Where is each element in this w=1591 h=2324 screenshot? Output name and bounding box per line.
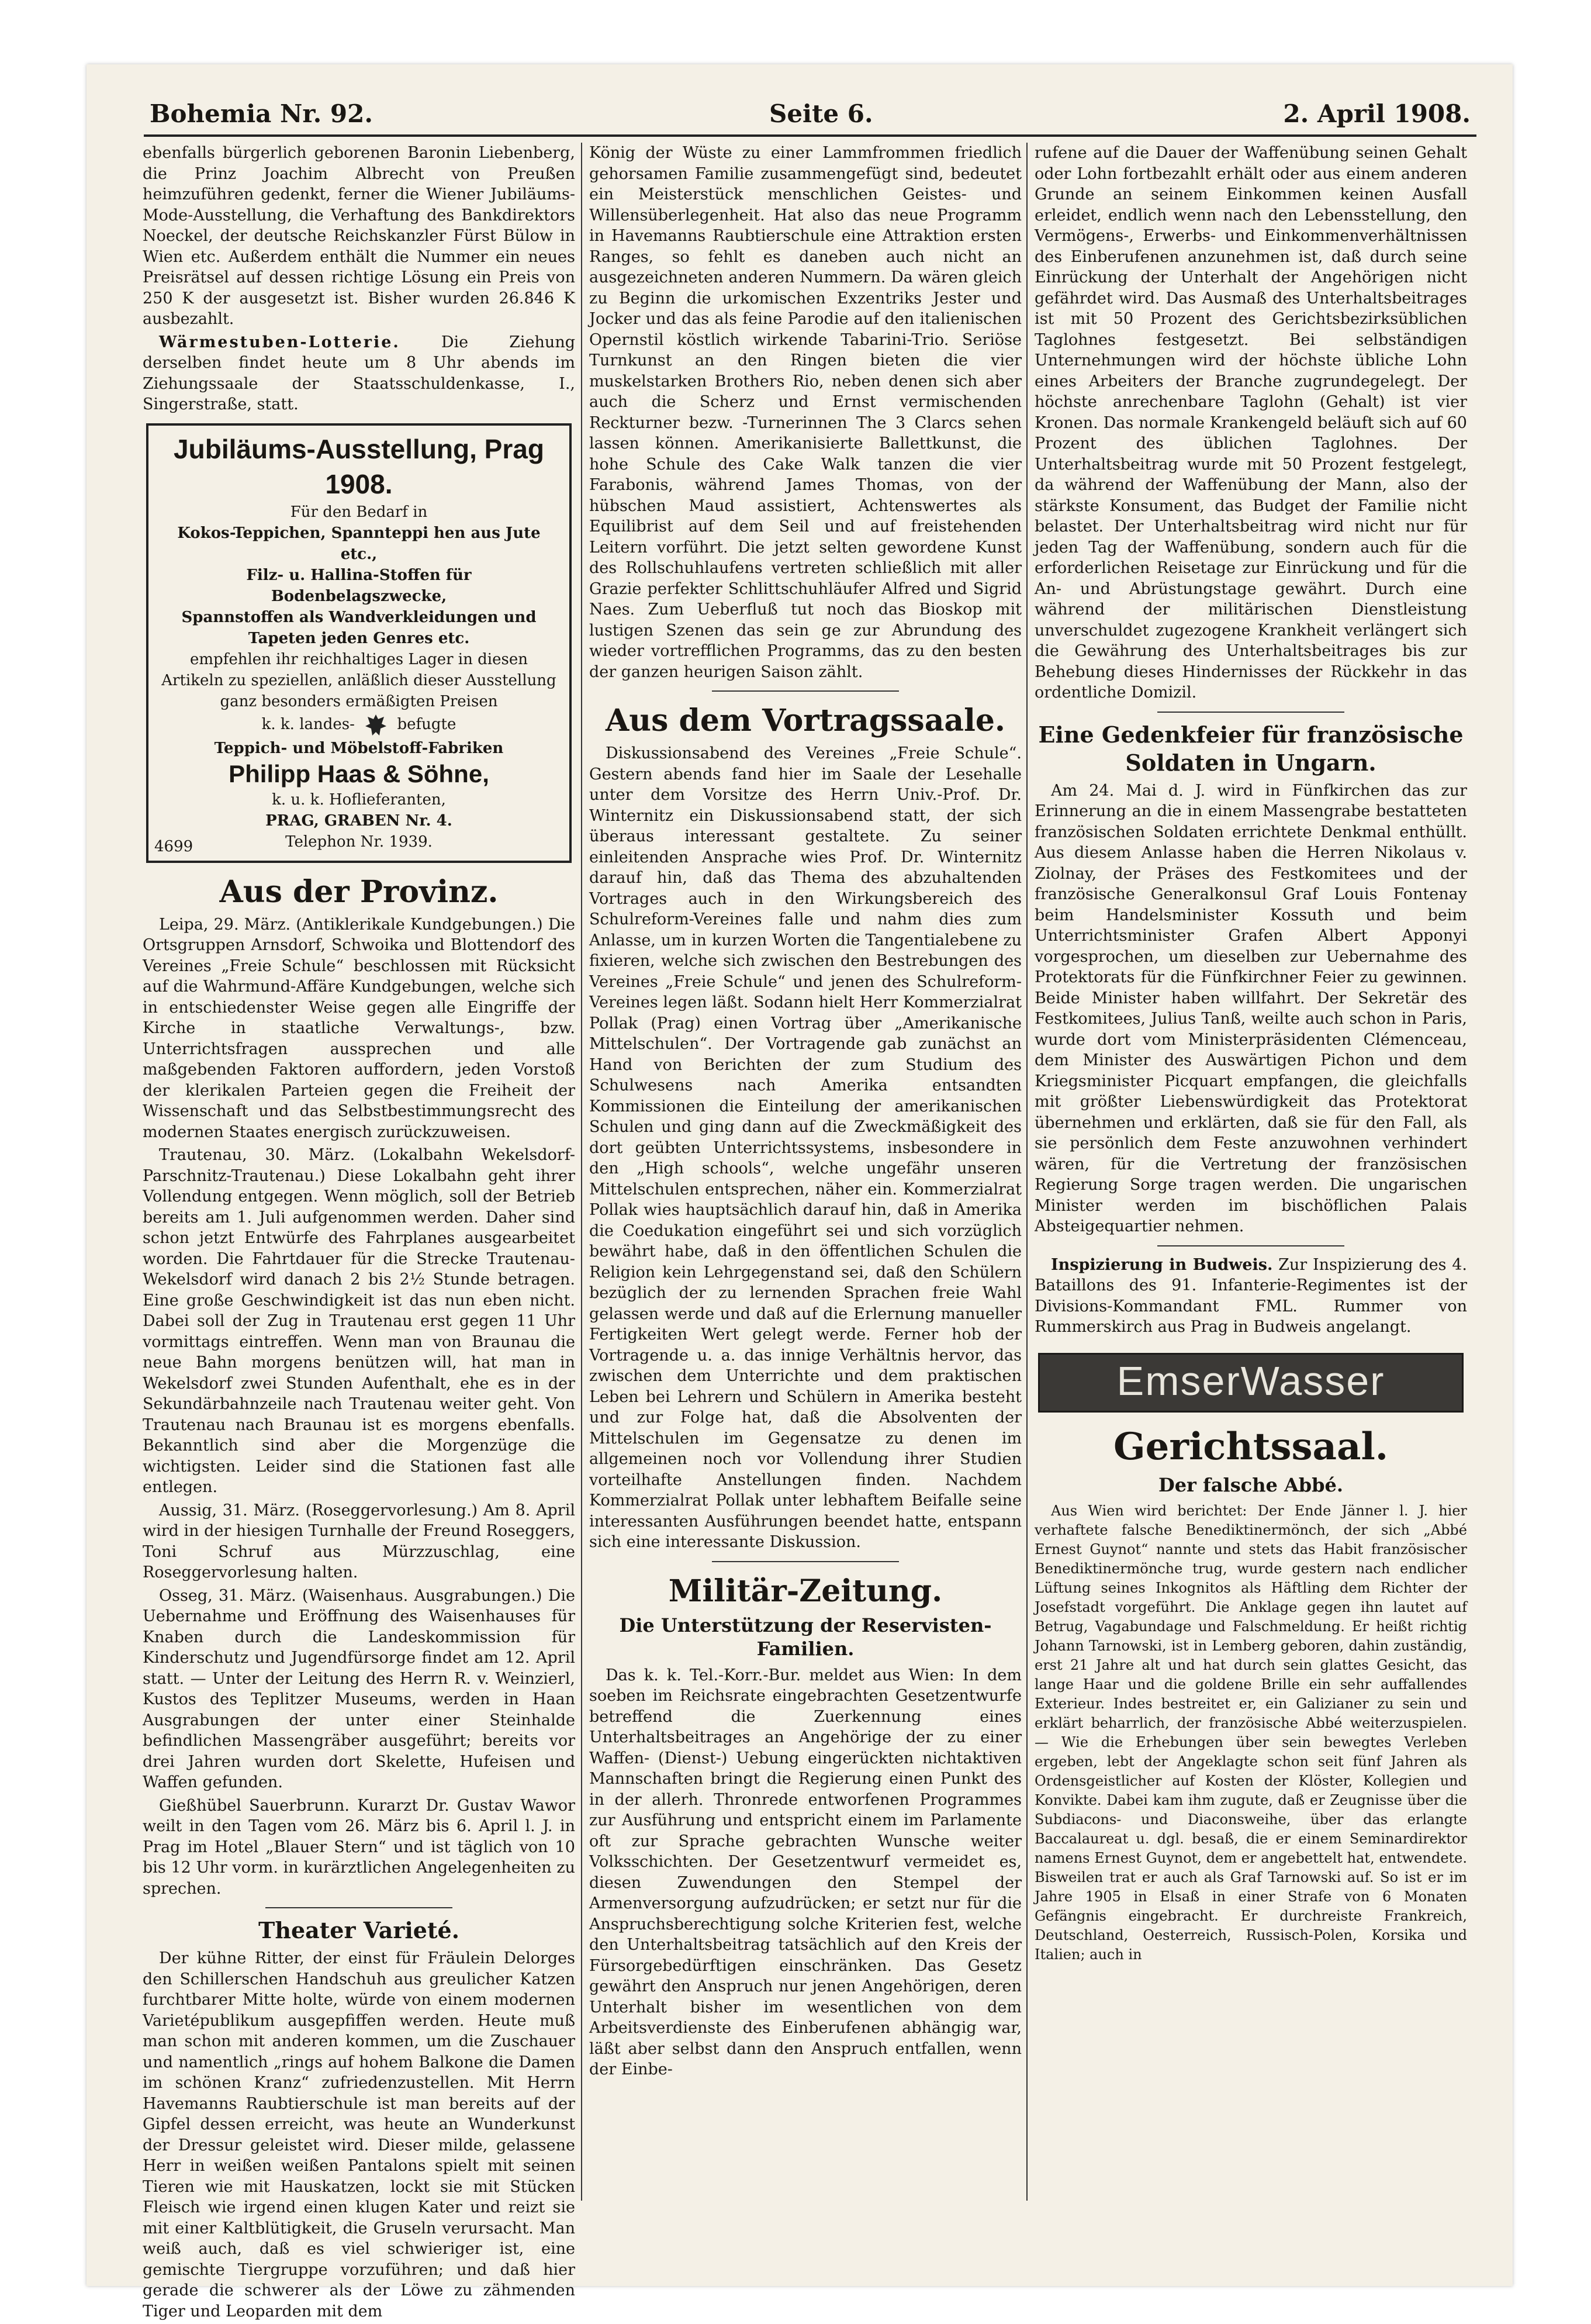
imperial-eagle-icon [364,712,388,738]
section-heading-provinz: Aus der Provinz. [219,873,499,910]
ad-line: Für den Bedarf in [290,503,428,521]
militaer-text: Das k. k. Tel.-Korr.-Bur. meldet aus Wien: In dem soeben im Reichsrate eingebrachten Gesetzentwurfe betreffend die Zuerkennung eines Unterhaltsbeitrages an Angehörige der zu einer Waffen- (Dienst-) Uebung eingerückten nichtaktiven Mannschaften bringt die Regierung einen Punkt des in der allerh. Thronrede entworfenen Programmes zur Ausführung und entspricht einem im Parlamente oft zur Sprache gebrachten Wunsche weiter Volksschichten. Der Gesetzentwurf vermeidet es, diesen Zuwendungen den Stempel der Armenversorgung aufzudrücken; er setzt nur für die Anspruchsberechtigung solche Kriterien fest, welche den Unterhaltsbeitrag tatsächlich auf den Kreis der Fürsorgebedürftigen einschränken. Das Gesetz gewährt den Anspruch nur jenen Angehörigen, deren Unterhalt bisher im wesentlichen von dem Arbeitsverdienste des Einberufenen abhängig war, läßt aber selbst dann den Anspruch entfallen, wenn der Einbe- [589,1666,1022,2078]
theater-text: Der kühne Ritter, der einst für Fräulein Delorges den Schillerschen Handschuh aus greulicher Katzen furchtbarer Mitte holte, würde von einem modernen Varietépublikum ausgepfiffen werden. Heute muß man schon mit anderen kommen, um die Zuschauer und namentlich „rings auf hohem Balkone die Damen im schönen Kranz“ zufriedenzustellen. Mit Herrn Havemanns Raubtierschule ist man bereits auf der Gipfel dessen erreicht, was heute an Wunderkunst der Dressur geleistet wird. Dieser milde, gelassene Herr in weißen weißen Pantalons spielt mit seinen Tieren wie mit Hauskatzen, lockt sie mit Stücken Fleisch wie irgend einen klugen Kater und reizt sie mit einer Kaltblütigkeit, die Gruseln verursacht. Man weiß auch, daß es viel schwieriger ist, eine gemischte Tiergruppe vorzuführen; und daß hier gerade die schwerer als der Löwe zu zähmenden Tiger und Leoparden mit dem [143,1949,575,2320]
section-heading-gerichtssaal: Gerichtssaal. [1113,1424,1389,1469]
separator [712,690,899,692]
newspaper-page [87,64,1513,2320]
ad-number: 4699 [154,837,193,855]
ad-line: Spannstoffen als Wandverkleidungen und Tapeten jeden Genres etc. [181,608,537,647]
budweis-text: Zur Inspizierung des 4. Bataillons des 91. Infanterie-Regimentes ist der Divisions-Kommandant FML. Rummer von Rummerskirch aus Prag in Budweis angelangt. [1035,1255,1467,1336]
gericht-text: Aus Wien wird berichtet: Der Ende Jänner l. J. hier verhaftete falsche Benediktinermönch, der sich „Abbé Ernest Guynot“ nannte und stets das Habit französischer Benediktinermönche trug, wurde gestern nach endlicher Lüftung seines Inkognitos als Häftling dem Richter der Josefstadt vorgeführt. Die Anklage gegen ihn lautet auf Betrug, Vagabundage und Falschmeldung. Er heißt richtig Johann Tarnowski, ist in Lemberg geboren, dahin zuständig, erst 21 Jahre alt und hat durch sein glattes Gesicht, das lange Haar und die goldene Brille ein sehr auffallendes Exterieur. Indes bestreitet er, ein Galizianer zu sein und erklärt beharrlich, der französische Abbé weiterzuspielen. — Wie die Erhebungen über sein bewegtes Verleben ergeben, lebt der Angeklagte schon seit fünf Jahren als Ordensgeistlicher auf Kosten der Klöster, Kollegien und Konvikte. Dabei kam ihm zugute, daß er Zeugnisse über die Subdiacons- und Diaconsweihe, über das erlangte Baccalaureat u. dgl. besaß, die er einem Seminardirektor namens Ernest Guynot, dem er angebettelt hat, entwendete. Bisweilen trat er auch als Graf Tarnowski auf. So ist er im Jahre 1905 in Elsaß in einer Strafe von 6 Monaten Gefängnis eingebracht. Er durchreiste Frankreich, Deutschland, Oesterreich, Russisch-Polen, Korsika und Italien; auch in [1035,1502,1467,1963]
haas-advertisement [146,423,572,863]
militaer-subheading: Die Unterstützung der Reservisten-Familien. [619,1614,992,1660]
budweis-notice [1035,1255,1467,1338]
theater-text-continued: König der Wüste zu einer Lammfrommen friedlich gehorsamen Familie zusammengefügt sind, bedeutet ein Meisterstück menschlichen Geistes- und Willensüberlegenheit. Hat also das neue Programm in Havemanns Raubtierschule eine Attraktion ersten Ranges, so fehlt es daneben auch nicht an ausgezeichneten anderen Nummern. Da wären gleich zu Beginn die urkomischen Exzentriks Jester und Jocker und das als feine Parodie auf den italienischen Opernstil köstlich wirkende Tabarini-Trio. Seriöse Turnkunst an den Ringen bieten die vier muskelstarken Brothers Rio, neben denen sich aber auch die Scherz und Ernst vermischenden Reckturner bezw. -Turnerinnen The 3 Clarcs sehen lassen können. Amerikanisierte Ballettkunst, die hohe Schule des Cake Walk tanzen die vier Farabonis, während James Thomas, von der hübschen Maud assistiert, Achtenswertes als Equilibrist auf dem Seil und auf freistehenden Leitern vorführt. Die jetzt selten gewordene Kunst des Rollschuhlaufens vertreten schließlich mit aller Grazie perfekter Schlittschuhläufer Alfred und Sigrid Naes. Zum Ueberfluß tut noch das Bioskop mit lustigen Szenen das sein ge zur Abrundung des wieder vortrefflichen Programms, das zu den besten der ganzen heurigen Saison zählt. [589,144,1022,681]
lottery-notice [143,332,575,415]
article-text: ebenfalls bürgerlich geborenen Baronin Liebenberg, die Prinz Joachim Albrecht von Preußen heimzuführen gedenkt, ferner die Wiener Jubiläums-Mode-Ausstellung, die Verhaftung des Bankdirektors Noeckel, der deutsche Reichskanzler Fürst Bülow in Wien etc. Außerdem enthält die Nummer ein neues Preisrätsel auf dessen richtige Lösung ein Preis von 250 K der ausgesetzt ist. Bisher wurden 26.846 K ausbezahlt. [143,144,575,328]
ad-line: Teppich- und Möbelstoff-Fabriken [214,739,504,757]
provinz-item: Leipa, 29. März. (Antiklerikale Kundgebungen.) Die Ortsgruppen Arnsdorf, Schwoika und Blottendorf des Vereines „Freie Schule“ beschlossen mit Rücksicht auf die Wahrmund-Affäre Kundgebungen, welche sich in entschiedenster Weise gegen alle Eingriffe der Kirche in staatliche Verwaltungs-, bzw. Unterrichtsfragen aussprechen und alle maßgebenden Faktoren auffordern, jeden Vorstoß der klerikalen Parteien gegen die Freiheit der Wissenschaft und das Selbstbestimmungsrecht des modernen Staates energisch zurückzuweisen. [143,915,575,1141]
ad-title: Jubiläums-Ausstellung, Prag 1908. [174,433,544,499]
separator [265,1907,452,1908]
section-heading-vortrag: Aus dem Vortragssaale. [605,703,1006,738]
ad-firm-name: Philipp Haas & Söhne, [229,759,489,788]
separator [1157,712,1344,713]
section-heading-theater: Theater Varieté. [258,1917,459,1943]
ad-address: PRAG, GRABEN Nr. 4. [265,811,452,830]
separator [712,1561,899,1562]
column-divider [1026,143,1028,2201]
column-divider [581,143,582,2201]
ad-line: empfehlen ihr reichhaltiges Lager in diesen Artikeln zu speziellen, anläßlich dieser Ausstellung ganz besonders ermäßigten Preisen [161,650,556,710]
header-rule [144,134,1476,137]
issue-date: 2. April 1908. [1283,99,1471,128]
provinz-item: Osseg, 31. März. (Waisenhaus. Ausgrabungen.) Die Uebernahme und Eröffnung des Waisenhauses für Knaben durch die Landeskommission für Kinderschutz und Jugendfürsorge findet am 12. April statt. — Unter der Leitung des Herrn R. v. Weinzierl, Kustos des Teplitzer Museums, werden in Haan Ausgrabungen der unter einer Steinhalde befindlichen Massengräber ausgeführt; bereits vor drei Jahren wurden dort Skelette, Hufeisen und Waffen gefunden. [143,1586,575,1791]
budweis-heading: Inspizierung in Budweis. [1051,1255,1273,1274]
gericht-subheading: Der falsche Abbé. [1158,1473,1344,1496]
lottery-heading: Wärmestuben-Lotterie. [159,333,400,351]
section-heading-gedenkfeier: Eine Gedenkfeier für französische Soldaten in Ungarn. [1038,721,1464,776]
emser-wasser-advertisement: EmserWasser [1038,1353,1464,1413]
militaer-text-continued: rufene auf die Dauer der Waffenübung seinen Gehalt oder Lohn fortbezahlt erhält oder aus einem anderen Grunde an seinem Einkommen keinen Ausfall erleidet, endlich wenn nach den Lebensstellung, den Vermögens-, Erwerbs- und Einkommenverhältnissen des Einberufenen anzunehmen ist, daß durch seine Einrückung der Unterhalt der Angehörigen nicht gefährdet wird. Das Ausmaß des Unterhaltsbeitrages ist mit 50 Prozent des Gerichtsbezirksüblichen Taglohnes festgesetzt. Bei selbständigen Unternehmungen wird der höchste übliche Lohn eines Arbeiters der Branche zugrundegelegt. Der höchste anrechenbare Taglohn (Gehalt) ist vier Kronen. Das normale Krankengeld beläuft sich auf 60 Prozent des üblichen Taglohnes. Der Unterhaltsbeitrag wurde mit 50 Prozent festgelegt, da während der Waffenübung der Mann, also der stärkste Konsument, das Budget der Familie nicht belastet. Der Unterhaltsbeitrag wird nicht nur für jeden Tag der Waffenübung, sondern auch für die erforderlichen Reisetage zur Einrückung und für die An- und Abrüstungstage gewährt. Durch eine während der militärischen Dienstleistung unverschuldet zugezogene Krankheit verlängert sich die Gewährung des Unterhaltsbeitrages bis zur Behebung dieses Hindernisses der Rückkehr in das ordentliche Domizil. [1035,144,1467,702]
separator [1157,1245,1344,1246]
provinz-item: Aussig, 31. März. (Roseggervorlesung.) Am 8. April wird in der hiesigen Turnhalle der Freund Roseggers, Toni Schruf aus Mürzzuschlag, eine Roseggervorlesung halten. [143,1501,575,1581]
column-3 [1035,143,1467,1967]
ad-line: k. u. k. Hoflieferanten, [272,790,446,809]
vortrag-text: Diskussionsabend des Vereines „Freie Schule“. Gestern abends fand hier im Saale der Lesehalle unter dem Vorsitze des Herrn Univ.-Prof. Dr. Winternitz ein Diskussionsabend statt, der sich überaus interessant gestaltete. Zu seiner einleitenden Ansprache wies Prof. Dr. Winternitz darauf hin, daß das Thema des abzuhaltenden Vortrages auch in den Wirkungsbereich des Schulreform-Vereines falle und nahm dies zum Anlasse, um in kurzen Worten die Tangentialebene zu fixieren, welche sich zwischen den Bestrebungen des Vereines „Freie Schule“ und jenen des Schulreform-Vereines legen läßt. Sodann hielt Herr Kommerzialrat Pollak (Prag) einen Vortrag über „Amerikanische Mittelschulen“. Der Vortragende gab zunächst an Hand von Berichten der zum Studium des Schulwesens nach Amerika entsandten Kommissionen die Einteilung der amerikanischen Schulen und ging dann auf die Zweckmäßigkeit des dort geübten Unterrichtssystems, insbesondere in den „High schools“, welche ungefähr unseren Mittelschulen entsprechen, näher ein. Kommerzialrat Pollak wies hauptsächlich darauf hin, daß in Amerika die Coedukation eingeführt sei und sich vorzüglich bewährt habe, daß in den öffentlichen Schulen die Religion kein Lehrgegenstand sei, daß den Schülern bezüglich der zu lernenden Sprachen freie Wahl gelassen werde und daß auf die Erlernung manueller Fertigkeiten Wert gelegt werde. Ferner hob der Vortragende u. a. das innige Verhältnis hervor, das zwischen dem Unterrichte und dem praktischen Leben bei Lehrern und Schülern in Amerika besteht und zur Folge hat, daß die Absolventen der Mittelschulen im Gegensatze zu denen im allgemeinen noch vor Vollendung ihrer Studien vorteilhafte Anstellungen finden. Nachdem Kommerzialrat Pollak unter lebhaftem Beifalle seine interessanten Ausführungen beendet hatte, entspann sich eine interessante Diskussion. [589,744,1022,1551]
lottery-text: Die Ziehung derselben findet heute um 8 Uhr abends im Ziehungssaale der Staatsschuldenkasse, I., Singerstraße, statt. [143,333,575,413]
provinz-item: Gießhübel Sauerbrunn. Kurarzt Dr. Gustav Wawor weilt in den Tagen vom 26. März bis 6. April l. J. in Prag im Hotel „Blauer Stern“ und ist täglich von 10 bis 12 Uhr vorm. in kurärztlichen Angelegenheiten zu sprechen. [143,1796,575,1898]
ad-line: Filz- u. Hallina-Stoffen für Bodenbelagszwecke, [246,566,472,605]
page-header [150,89,1471,136]
masthead: Bohemia Nr. 92. [150,99,373,128]
ad-phone: Telephon Nr. 1939. [285,833,433,851]
gedenkfeier-text: Am 24. Mai d. J. wird in Fünfkirchen das zur Erinnerung an die in einem Massengrabe bestatteten französischen Soldaten errichtete Denkmal enthüllt. Aus diesem Anlasse haben die Herren Nikolaus v. Ziolnay, der Präses des Festkomitees und der französische Generalkonsul Graf Louis Fontenay beim Handelsminister Kossuth und beim Unterrichtsminister Grafen Albert Apponyi vorgesprochen, um dieselben zur Uebernahme des Protektorats für die Fünfkirchner Feier zu gewinnen. Beide Minister haben willfahrt. Der Sekretär des Festkomitees, Julius Tanß, weilte auch schon in Paris, wurde dort vom Ministerpräsidenten Clémenceau, dem Minister des Auswärtigen Pichon und dem Kriegsminister Picquart empfangen, die gleichfalls mit größter Liebenswürdigkeit das Protektorat übernehmen und erklärten, daß sie für den Fall, als sie persönlich dem Feste anzuwohnen verhindert wären, für die Vertretung der französischen Regierung Sorge tragen werden. Die ungarischen Minister werden im bischöflichen Palais Absteigequartier nehmen. [1035,781,1467,1235]
ad-line: Kokos-Teppichen, Spannteppi hen aus Jute etc., [177,524,541,563]
section-heading-militaer: Militär-Zeitung. [668,1573,943,1609]
page-number: Seite 6. [769,99,873,128]
column-1 [143,143,575,2324]
ad-warrant-line: k. k. landes- befugte [159,712,559,738]
provinz-item: Trautenau, 30. März. (Lokalbahn Wekelsdorf-Parschnitz-Trautenau.) Diese Lokalbahn geht ihrer Vollendung entgegen. Wenn möglich, soll der Betrieb bereits am 1. Juli aufgenommen werden. Daher sind schon jetzt Entwürfe des Fahrplanes ausgearbeitet worden. Die Fahrtdauer für die Strecke Trautenau-Wekelsdorf wird danach 2 bis 2½ Stunde betragen. Eine große Geschwindigkeit ist das nun eben nicht. Dabei soll der Zug in Trautenau erst gegen 11 Uhr vormittags eintreffen. Wenn man von Braunau die neue Bahn morgens benützen will, hat man in Wekelsdorf zwei Stunden Aufenthalt, ehe es in der Sekundärbahnzeile nach Trautenau weiter geht. Von Trautenau nach Braunau ist es morgens ebenfalls. Bekanntlich sind aber die Morgenzüge die wichtigsten. Leider sind die Stationen fast alle entlegen. [143,1146,575,1496]
column-2 [589,143,1022,2083]
